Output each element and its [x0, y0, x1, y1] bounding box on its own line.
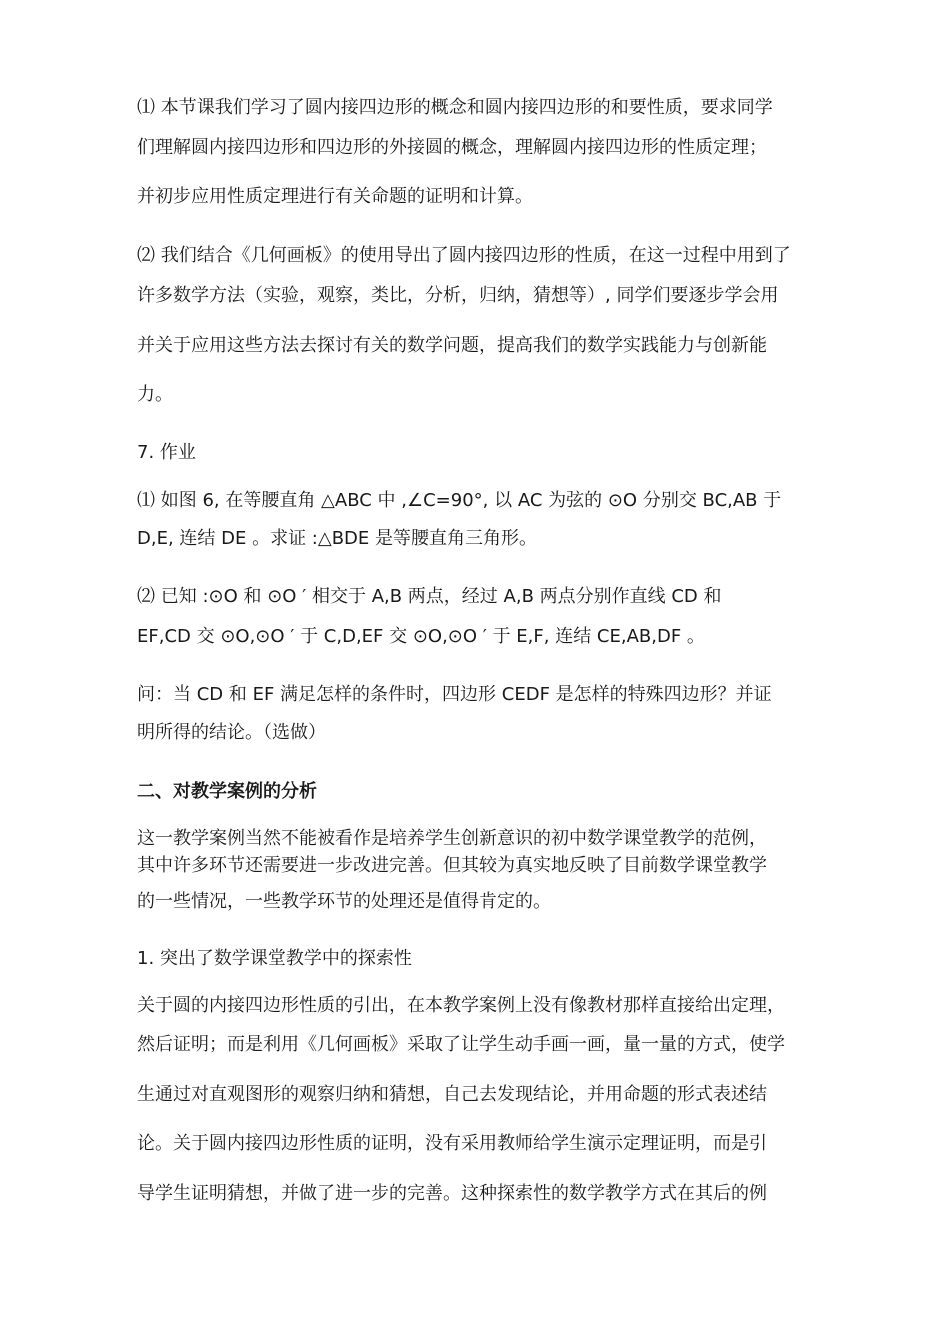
text-line: 其中许多环节还需要进一步改进完善。但其较为真实地反映了目前数学课堂教学	[137, 855, 767, 876]
text-line: ⑴ 如图 6, 在等腰直角 △ABC 中 ,∠C=90°, 以 AC 为弦的 ⊙O 分别交 BC,AB 于	[137, 490, 782, 511]
section-heading: 二、对教学案例的分析	[137, 781, 317, 802]
text-line: 力。	[137, 384, 173, 405]
text-line: 许多数学方法（实验，观察，类比，分析，归纳，猜想等）, 同学们要逐步学会用	[137, 285, 779, 306]
text-line: ⑵ 我们结合《几何画板》的使用导出了圆内接四边形的性质，在这一过程中用到了	[137, 245, 791, 266]
text-line: 的一些情况，一些教学环节的处理还是值得肯定的。	[137, 891, 551, 912]
text-line: 问：当 CD 和 EF 满足怎样的条件时，四边形 CEDF 是怎样的特殊四边形？并证	[137, 684, 772, 705]
text-line: ⑴ 本节课我们学习了圆内接四边形的概念和圆内接四边形的和要性质，要求同学	[137, 97, 773, 118]
text-line: 这一教学案例当然不能被看作是培养学生创新意识的初中数学课堂教学的范例，	[137, 828, 767, 849]
text-line: 然后证明；而是利用《几何画板》采取了让学生动手画一画，量一量的方式，使学	[137, 1034, 785, 1055]
text-line: 论。关于圆内接四边形性质的证明，没有采用教师给学生演示定理证明，而是引	[137, 1133, 767, 1154]
text-line: 并关于应用这些方法去探讨有关的数学问题，提高我们的数学实践能力与创新能	[137, 335, 767, 356]
text-line: D,E, 连结 DE 。求证 :△BDE 是等腰直角三角形。	[137, 528, 538, 549]
text-line: 导学生证明猜想，并做了进一步的完善。这种探索性的数学教学方式在其后的例	[137, 1183, 767, 1204]
text-line: EF,CD 交 ⊙O,⊙O ′ 于 C,D,EF 交 ⊙O,⊙O ′ 于 E,F, 连结 CE,AB,DF 。	[137, 626, 705, 647]
text-line: 生通过对直观图形的观察归纳和猜想，自己去发现结论，并用命题的形式表述结	[137, 1084, 767, 1105]
homework-heading: 7. 作业	[137, 442, 196, 463]
text-line: 明所得的结论。（选做）	[137, 722, 326, 743]
text-line: ⑵ 已知 :⊙O 和 ⊙O ′ 相交于 A,B 两点，经过 A,B 两点分别作直线 CD 和	[137, 586, 722, 607]
text-line: 们理解圆内接四边形和四边形的外接圆的概念，理解圆内接四边形的性质定理；	[137, 137, 767, 158]
text-line: 关于圆的内接四边形性质的引出，在本教学案例上没有像教材那样直接给出定理，	[137, 995, 785, 1016]
point-heading: 1. 突出了数学课堂教学中的探索性	[137, 948, 412, 969]
text-line: 并初步应用性质定理进行有关命题的证明和计算。	[137, 186, 533, 207]
